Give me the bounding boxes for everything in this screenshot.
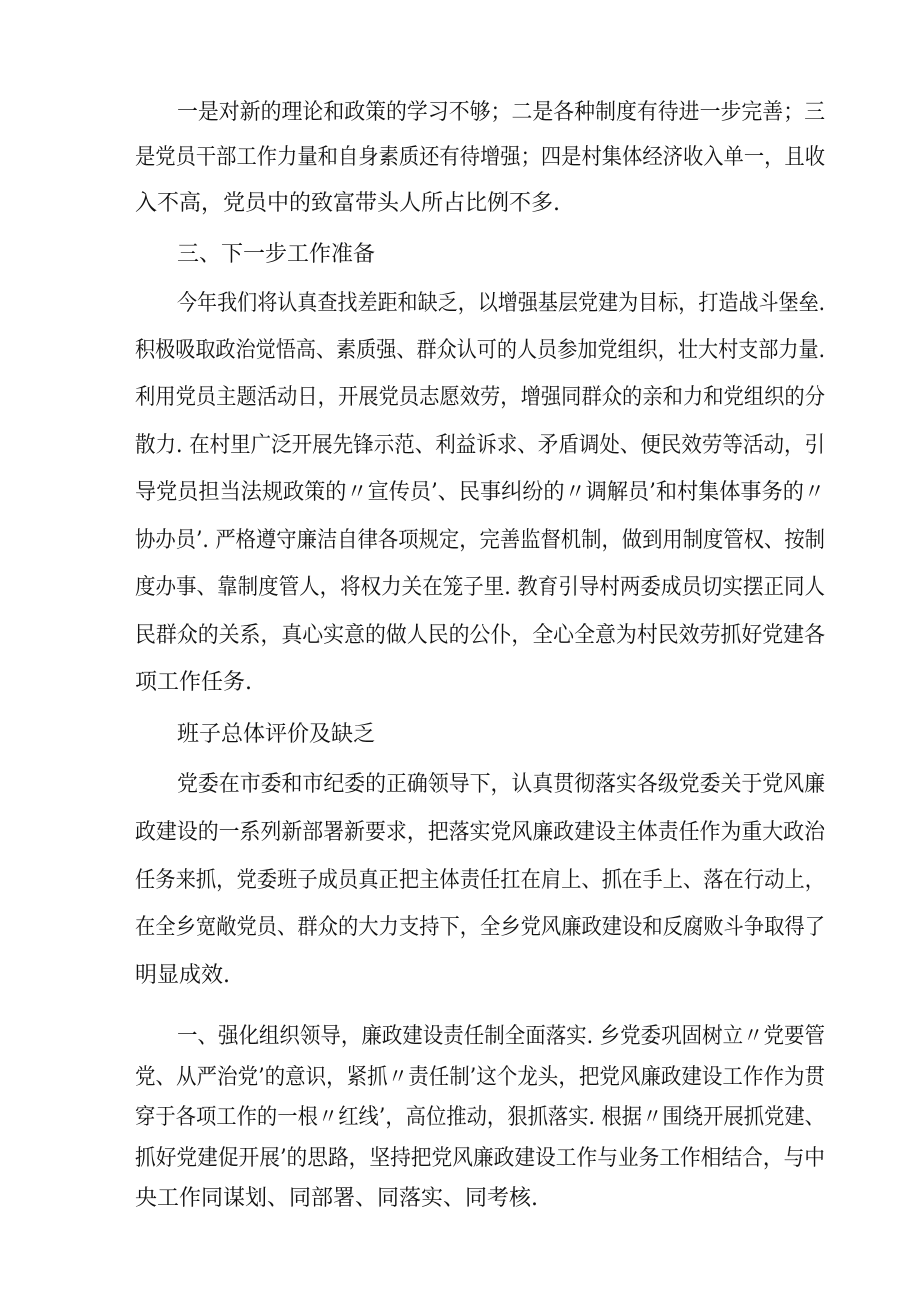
text-line: 协办员’. 严格遵守廉洁自律各项规定，完善监督机制，做到用制度管权、按制 bbox=[135, 528, 825, 553]
text-line: 一、强化组织领导，廉政建设责任制全面落实. 乡党委巩固树立〃党要管 bbox=[177, 1024, 825, 1049]
text-line: 项工作任务. bbox=[135, 670, 252, 695]
text-line: 是党员干部工作力量和自身素质还有待增强；四是村集体经济收入单一，且收 bbox=[135, 145, 826, 170]
text-line: 央工作同谋划、同部署、同落实、同考核. bbox=[135, 1186, 538, 1211]
text-line: 政建设的一系列新部署新要求，把落实党风廉政建设主体责任作为重大政治 bbox=[135, 820, 826, 845]
text-line: 散力. 在村里广泛开展先锋示范、利益诉求、矛盾调处、便民效劳等活动，引 bbox=[135, 433, 825, 458]
text-line: 民群众的关系，真心实意的做人民的公仆，全心全意为村民效劳抓好党建各 bbox=[135, 623, 826, 648]
text-line: 利用党员主题活动日，开展党员志愿效劳，增强同群众的亲和力和党组织的分 bbox=[135, 385, 826, 410]
text-line: 抓好党建促开展’的思路，坚持把党风廉政建设工作与业务工作相结合，与中 bbox=[135, 1146, 825, 1171]
text-line: 明显成效. bbox=[135, 963, 230, 988]
text-line: 任务来抓，党委班子成员真正把主体责任扛在肩上、抓在手上、落在行动上， bbox=[135, 868, 826, 893]
section-heading: 班子总体评价及缺乏 bbox=[177, 722, 376, 747]
section-heading: 三、下一步工作准备 bbox=[177, 242, 376, 267]
text-line: 今年我们将认真查找差距和缺乏，以增强基层党建为目标，打造战斗堡垒. bbox=[177, 291, 825, 316]
text-line: 一是对新的理论和政策的学习不够；二是各种制度有待进一步完善；三 bbox=[177, 100, 826, 125]
text-line: 穿于各项工作的一根〃红线’，高位推动，狠抓落实. 根据〃围绕开展抓党建、 bbox=[135, 1105, 825, 1130]
text-line: 在全乡宽敞党员、群众的大力支持下，全乡党风廉政建设和反腐败斗争取得了 bbox=[135, 915, 826, 940]
text-line: 积极吸取政治觉悟高、素质强、群众认可的人员参加党组织，壮大村支部力量. bbox=[135, 338, 825, 363]
text-line: 党委在市委和市纪委的正确领导下，认真贯彻落实各级党委关于党风廉 bbox=[177, 772, 826, 797]
text-line: 度办事、靠制度管人，将权力关在笼子里. 教育引导村两委成员切实摆正同人 bbox=[135, 575, 825, 600]
text-line: 入不高，党员中的致富带头人所占比例不多. bbox=[135, 191, 560, 216]
text-line: 党、从严治党’的意识，紧抓〃责任制’这个龙头，把党风廉政建设工作作为贯 bbox=[135, 1065, 825, 1090]
text-line: 导党员担当法规政策的〃宣传员’、民事纠纷的〃调解员’和村集体事务的〃 bbox=[135, 480, 825, 505]
